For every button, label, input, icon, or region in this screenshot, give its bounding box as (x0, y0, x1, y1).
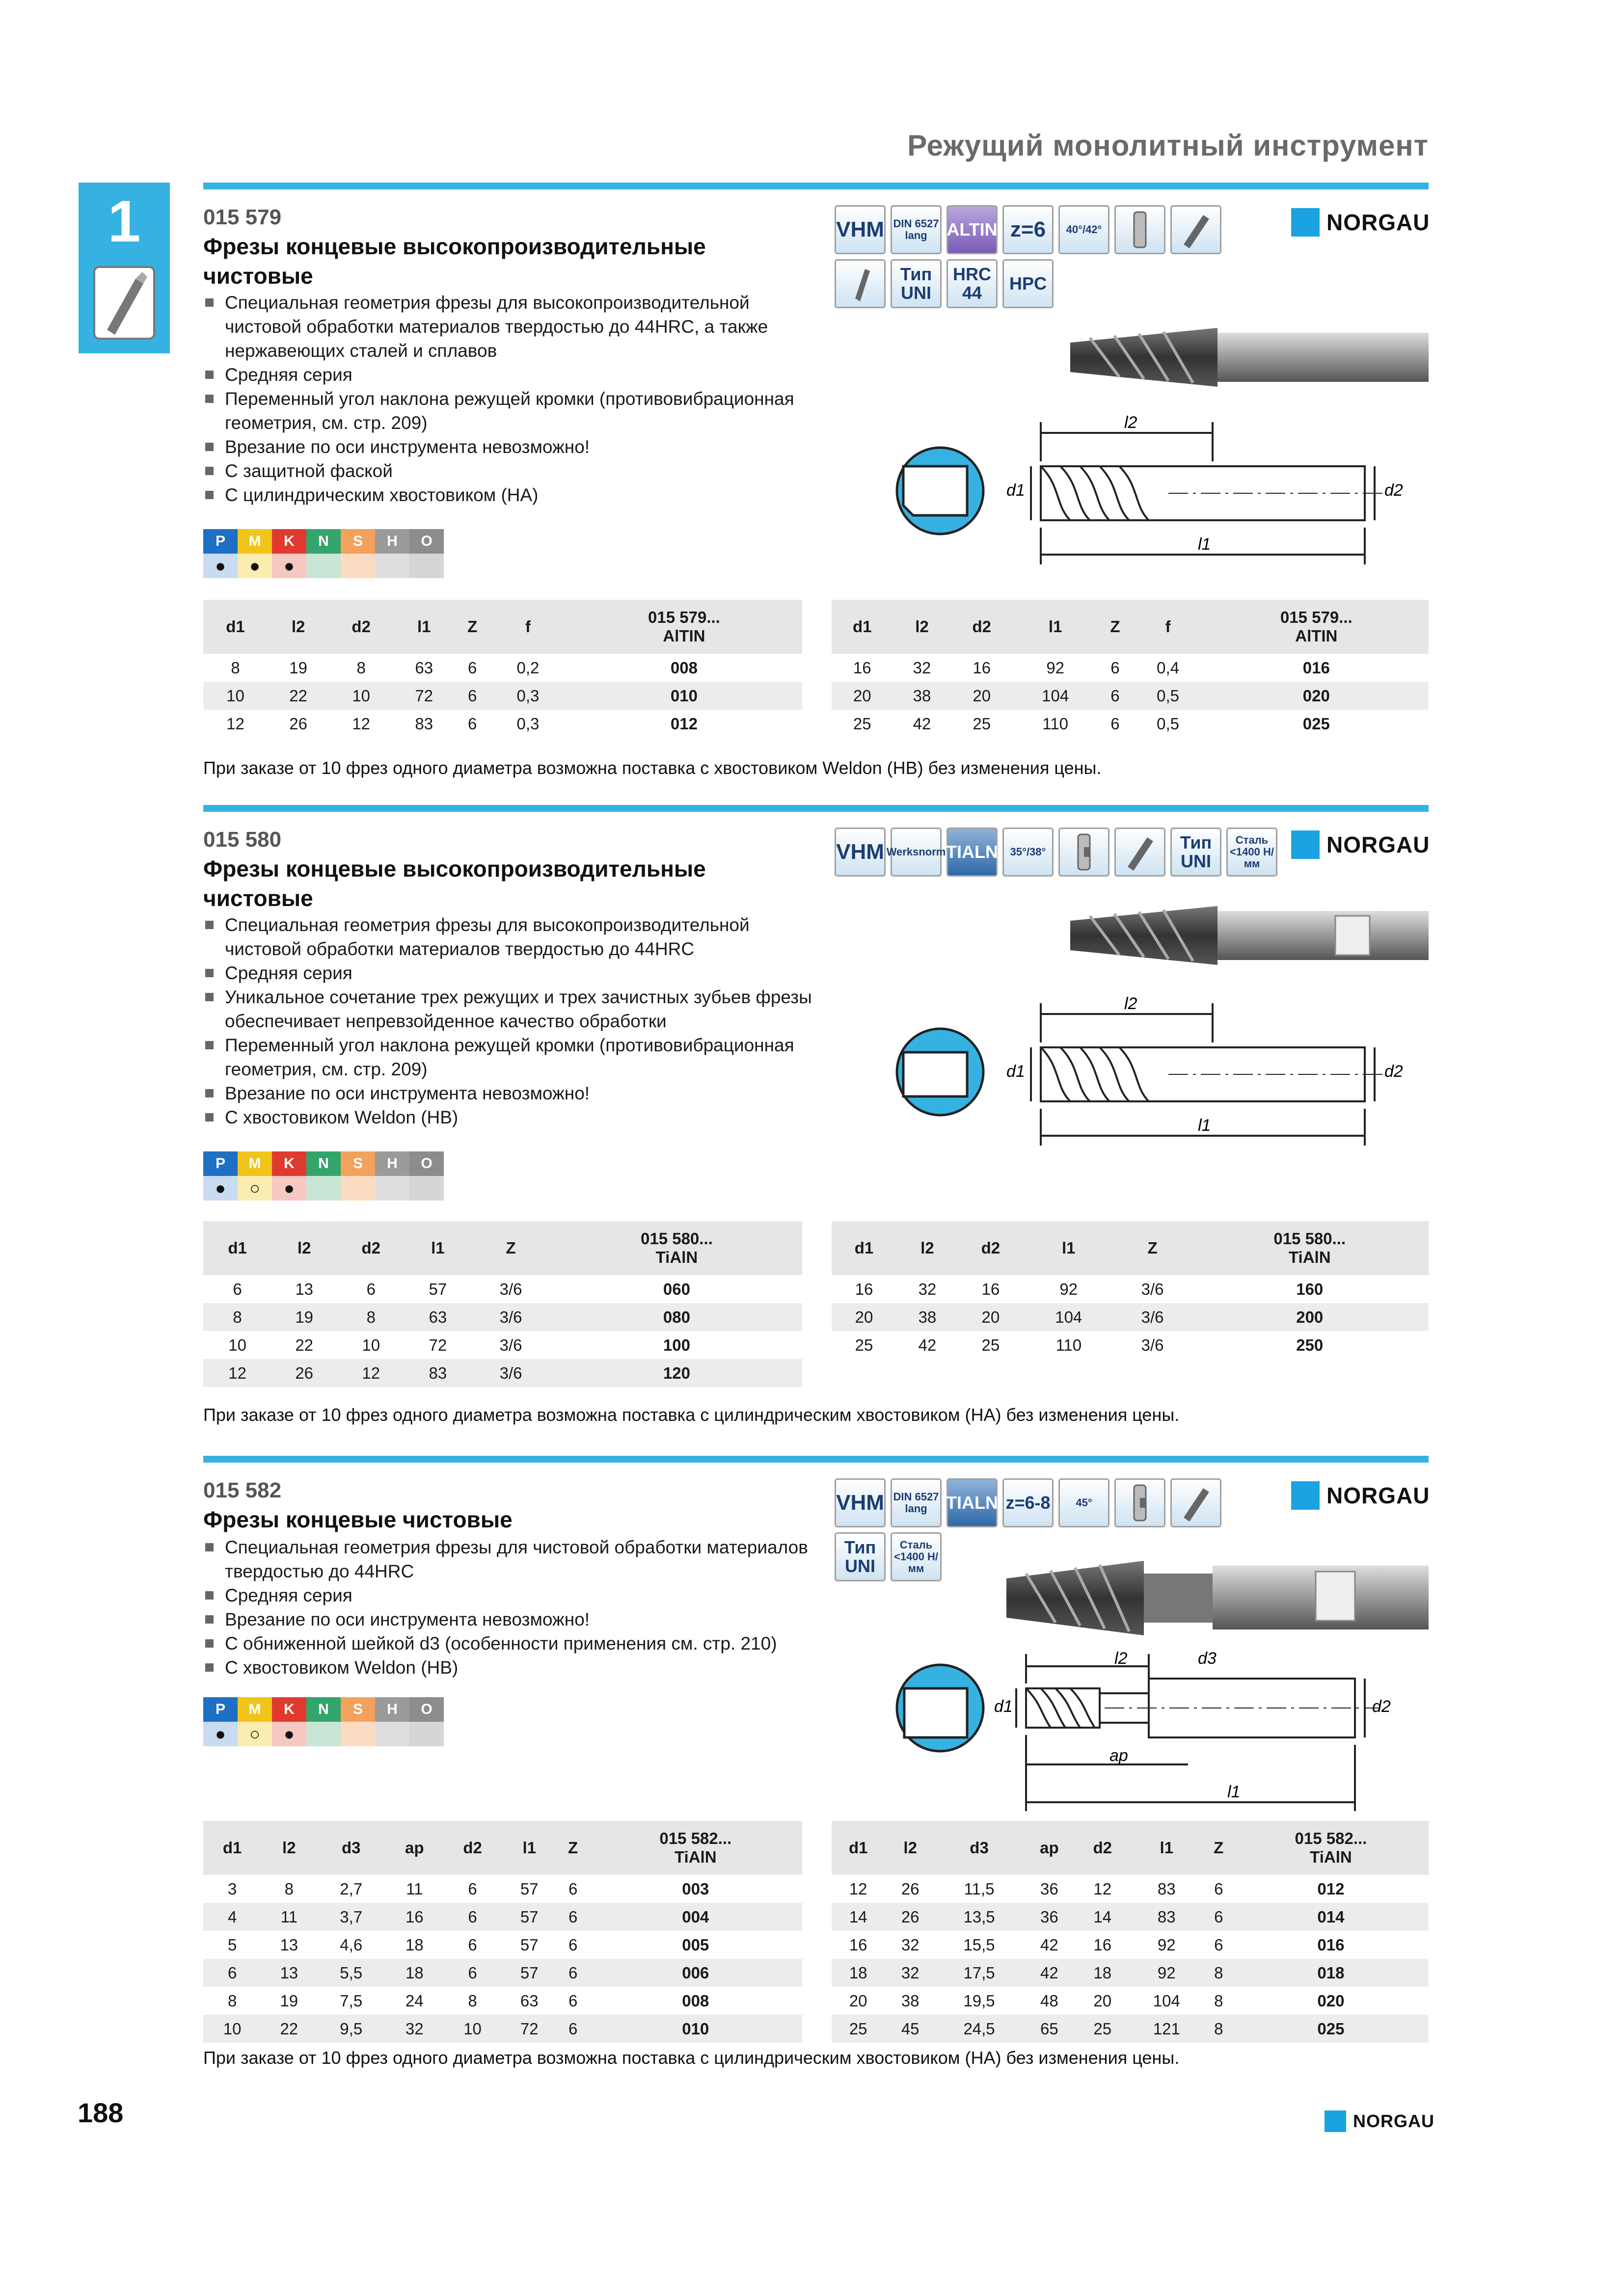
feature-list (203, 291, 822, 507)
badge-coating: ALTIN (947, 205, 998, 254)
badge-steel: Сталь <1400 Н/мм (1226, 828, 1277, 877)
feature-item: Специальная геометрия фрезы для высокопроизводительной чистовой обработки материалов твердостью до 44HRC, а также нержавеющих сталей и сплавов (203, 291, 822, 363)
table-row: 10 22 10 72 6 0,3 010 (203, 682, 802, 710)
mark-m: ● (238, 554, 272, 578)
material-n: N (306, 1151, 341, 1176)
norgau-logo: NORGAU (1291, 208, 1430, 237)
dim-d2: d2 (1384, 1062, 1403, 1081)
helix-angle-icon: 45° (1058, 1478, 1109, 1527)
feature-item: С защитной фаской (203, 459, 822, 483)
feature-item: Врезание по оси инструмента невозможно! (203, 1607, 817, 1631)
feature-item: Специальная геометрия фрезы для чистовой обработки материалов твердостью до 44HRC (203, 1535, 817, 1583)
badge-coating: TIALN (947, 1478, 998, 1527)
dim-d1: d1 (1006, 1062, 1025, 1081)
table-row: 14 26 13,5 36 14 83 6 014 (832, 1903, 1429, 1931)
size-table-right: d1 l2 d3 ap d2 l1 Z 015 582... TiAlN 12 26 11,5 36 12 83 6 012 14 26 13,5 36 14 83 6 014 16 32 15,5 42 16 92 6 016 18 32 17,5 42 18 92 8 018 20 38 19,5 48 20 104 8 020 25 45 24,5 65 25 121 8 025 (832, 1821, 1429, 2043)
feature-item: Средняя серия (203, 961, 822, 985)
material-m: M (238, 1697, 272, 1722)
table-row: 20 38 19,5 48 20 104 8 020 (849, 1991, 1345, 2010)
table-row: 6 13 5,5 18 6 57 6 006 (203, 1959, 802, 1987)
section-divider (203, 183, 1429, 189)
tool-schematic (893, 1649, 1434, 1816)
material-k: K (272, 1697, 306, 1722)
material-h: H (375, 1151, 409, 1176)
material-groups (203, 529, 444, 578)
badge-steel: Сталь <1400 Н/мм (891, 1532, 942, 1581)
material-n: N (306, 1697, 341, 1722)
dim-ap: ap (1109, 1746, 1128, 1765)
table-row: 3 8 2,7 11 6 57 6 003 (227, 1879, 709, 1898)
mark-n (306, 1722, 341, 1746)
cylinder-shank-icon (1114, 205, 1165, 254)
mark-k: ● (272, 1722, 306, 1746)
table-row: 16 32 15,5 42 16 92 6 016 (849, 1935, 1345, 1954)
tool-schematic (893, 407, 1434, 569)
mark-h (375, 1176, 409, 1201)
mark-s (341, 1722, 375, 1746)
feature-item: Средняя серия (203, 1583, 817, 1607)
badge-teeth: z=6 (1002, 205, 1054, 254)
material-o: O (409, 1151, 444, 1176)
property-badges (835, 205, 1237, 308)
feature-item: Специальная геометрия фрезы для высокопроизводительной чистовой обработки материалов твердостью до 44HRC (203, 913, 822, 961)
tool-schematic (893, 988, 1434, 1150)
dim-l2: l2 (1124, 994, 1137, 1013)
page-number: 188 (78, 2097, 124, 2128)
table-row: 8 19 8 63 3/6 080 (203, 1303, 802, 1331)
mark-p: ● (203, 554, 238, 578)
material-p: P (203, 1151, 238, 1176)
end-mill-shape-icon (835, 259, 886, 308)
dim-d1: d1 (994, 1697, 1013, 1716)
dim-d2: d2 (1372, 1697, 1391, 1716)
mark-s (341, 1176, 375, 1201)
badge-type: Тип UNI (891, 259, 942, 308)
badge-hpc: HPC (1002, 259, 1054, 308)
mark-h (375, 1722, 409, 1746)
end-mill-icon (93, 266, 155, 340)
table-row: 20 38 20 104 3/6 200 (832, 1303, 1429, 1331)
material-k: K (272, 529, 306, 554)
table-row: 8 19 8 63 6 0,2 008 (231, 658, 698, 677)
size-table-left: d1 l2 d2 l1 Z 015 580... TiAlN 6 13 6 57 3/6 060 8 19 8 63 3/6 080 10 22 10 72 3/6 100 12 26 12 83 3/6 120 (203, 1221, 802, 1387)
mark-o (409, 1722, 444, 1746)
footer-norgau-logo: NORGAU (1325, 2110, 1434, 2132)
dim-d1: d1 (1006, 481, 1025, 500)
feature-item: С хвостовиком Weldon (HB) (203, 1105, 822, 1129)
material-o: O (409, 529, 444, 554)
feature-item: С цилиндрическим хвостовиком (HA) (203, 483, 822, 507)
mark-p: ● (203, 1176, 238, 1201)
badge-vhm: VHM (835, 205, 886, 254)
badge-werksnorm: Werksnorm (891, 828, 942, 877)
size-table-right: d1 l2 d2 l1 Z 015 580... TiAlN 16 32 16 92 3/6 160 20 38 20 104 3/6 200 25 42 25 110 3/6 250 (832, 1221, 1429, 1359)
table-row: 25 45 24,5 65 25 121 8 025 (832, 2015, 1429, 2043)
mark-p: ● (203, 1722, 238, 1746)
material-s: S (341, 529, 375, 554)
tool-photo (997, 1554, 1434, 1642)
material-p: P (203, 1697, 238, 1722)
mark-o (409, 1176, 444, 1201)
tool-photo (1060, 323, 1434, 392)
badge-teeth: z=6-8 (1002, 1478, 1054, 1527)
side-cut-icon (1114, 828, 1165, 877)
dim-l1: l1 (1198, 535, 1211, 554)
material-h: H (375, 1697, 409, 1722)
material-groups (203, 1151, 444, 1201)
order-note: При заказе от 10 фрез одного диаметра возможна поставка с цилиндрическим хвостовиком (HA) без изменения цены. (203, 2048, 1180, 2068)
helix-angle-icon: 40°/42° (1058, 205, 1109, 254)
side-cut-icon (1170, 1478, 1221, 1527)
mark-o (409, 554, 444, 578)
material-p: P (203, 529, 238, 554)
dim-d3: d3 (1198, 1649, 1217, 1668)
feature-list (203, 1535, 817, 1680)
feature-item: С обниженной шейкой d3 (особенности применения см. стр. 210) (203, 1631, 817, 1655)
table-row: 12 26 11,5 36 12 83 6 012 (849, 1879, 1345, 1898)
mark-n (306, 1176, 341, 1201)
feature-item: Переменный угол наклона режущей кромки (противовибрационная геометрия, см. стр. 209) (203, 1033, 822, 1081)
size-table-right: d1 l2 d2 l1 Z f 015 579... AlTIN 16 32 16 92 6 0,4 016 20 38 20 104 6 0,5 020 25 42 25 110 6 0,5 025 (832, 600, 1429, 738)
order-note: При заказе от 10 фрез одного диаметра возможна поставка с хвостовиком Weldon (HB) без изменения цены. (203, 758, 1102, 778)
material-k: K (272, 1151, 306, 1176)
table-row: 25 42 25 110 3/6 250 (855, 1335, 1324, 1354)
page-header-title: Режущий монолитный инструмент (907, 129, 1429, 162)
feature-list (203, 913, 822, 1129)
badge-din: DIN 6527 lang (891, 1478, 942, 1527)
dim-d2: d2 (1384, 481, 1403, 500)
table-row: 18 32 17,5 42 18 92 8 018 (832, 1959, 1429, 1987)
chapter-number: 1 (108, 188, 141, 254)
material-o: O (409, 1697, 444, 1722)
article-number: 015 580 (203, 828, 282, 852)
mark-m: ○ (238, 1722, 272, 1746)
size-table-left: d1 l2 d3 ap d2 l1 Z 015 582... TiAlN 3 8 2,7 11 6 57 6 003 4 11 3,7 16 6 57 6 004 5 13 4,6 18 6 57 6 005 6 13 5,5 18 6 57 6 006 8 19 7,5 24 8 63 6 008 10 22 9,5 32 10 72 6 010 (203, 1821, 802, 2043)
material-n: N (306, 529, 341, 554)
table-row: 6 13 6 57 3/6 060 (233, 1280, 690, 1298)
feature-item: Средняя серия (203, 363, 822, 387)
feature-item: С хвостовиком Weldon (HB) (203, 1655, 817, 1680)
section-title: Фрезы концевые высокопроизводительные чистовые (203, 234, 706, 289)
dim-l1: l1 (1198, 1116, 1211, 1135)
table-row: 25 42 25 110 6 0,5 025 (853, 714, 1330, 733)
article-number: 015 582 (203, 1478, 282, 1502)
section-title: Фрезы концевые высокопроизводительные чистовые (203, 856, 706, 911)
table-row: 5 13 4,6 18 6 57 6 005 (227, 1935, 709, 1954)
property-badges (835, 828, 1296, 877)
mark-h (375, 554, 409, 578)
feature-item: Врезание по оси инструмента невозможно! (203, 435, 822, 459)
size-table-left: d1 l2 d2 l1 Z f 015 579... AlTIN 8 19 8 63 6 0,2 008 10 22 10 72 6 0,3 010 12 26 12 83 6 0,3 012 (203, 600, 802, 738)
material-m: M (238, 529, 272, 554)
table-row: 12 26 12 83 6 0,3 012 (226, 714, 698, 733)
material-s: S (341, 1697, 375, 1722)
section-divider (203, 805, 1429, 812)
material-h: H (375, 529, 409, 554)
table-row: 10 22 9,5 32 10 72 6 010 (203, 2015, 802, 2043)
side-cut-icon (1170, 205, 1221, 254)
badge-type: Тип UNI (1170, 828, 1221, 877)
weldon-shank-icon (1058, 828, 1109, 877)
table-row: 10 22 10 72 3/6 100 (228, 1335, 690, 1354)
dim-l2: l2 (1114, 1649, 1128, 1668)
mark-s (341, 554, 375, 578)
badge-vhm: VHM (835, 828, 886, 877)
table-row: 8 19 7,5 24 8 63 6 008 (227, 1991, 709, 2010)
feature-item: Уникальное сочетание трех режущих и трех зачистных зубьев фрезы обеспечивает непревзойденное качество обработки (203, 985, 822, 1033)
table-row: 16 32 16 92 3/6 160 (855, 1280, 1324, 1298)
order-note: При заказе от 10 фрез одного диаметра возможна поставка с цилиндрическим хвостовиком (HA) без изменения цены. (203, 1405, 1180, 1425)
mark-k: ● (272, 554, 306, 578)
table-row: 12 26 12 83 3/6 120 (203, 1359, 802, 1387)
material-s: S (341, 1151, 375, 1176)
norgau-logo: NORGAU (1291, 1481, 1430, 1510)
tool-photo (1060, 901, 1434, 970)
badge-din: DIN 6527 lang (891, 205, 942, 254)
norgau-logo: NORGAU (1291, 830, 1430, 859)
dim-l1: l1 (1227, 1783, 1241, 1801)
mark-k: ● (272, 1176, 306, 1201)
weldon-shank-icon (1114, 1478, 1165, 1527)
dim-l2: l2 (1124, 413, 1137, 432)
feature-item: Врезание по оси инструмента невозможно! (203, 1081, 822, 1105)
badge-type: Тип UNI (835, 1532, 886, 1581)
section-divider (203, 1456, 1429, 1463)
material-m: M (238, 1151, 272, 1176)
table-row: 20 38 20 104 6 0,5 020 (832, 682, 1429, 710)
feature-item: Переменный угол наклона режущей кромки (противовибрационная геометрия, см. стр. 209) (203, 387, 822, 435)
badge-coating: TIALN (947, 828, 998, 877)
material-groups (203, 1697, 444, 1746)
article-number: 015 579 (203, 205, 282, 229)
table-row: 16 32 16 92 6 0,4 016 (853, 658, 1330, 677)
section-title: Фрезы концевые чистовые (203, 1507, 513, 1532)
badge-hrc: HRC 44 (947, 259, 998, 308)
table-row: 4 11 3,7 16 6 57 6 004 (203, 1903, 802, 1931)
mark-m: ○ (238, 1176, 272, 1201)
mark-n (306, 554, 341, 578)
helix-angle-icon: 35°/38° (1002, 828, 1054, 877)
badge-vhm: VHM (835, 1478, 886, 1527)
